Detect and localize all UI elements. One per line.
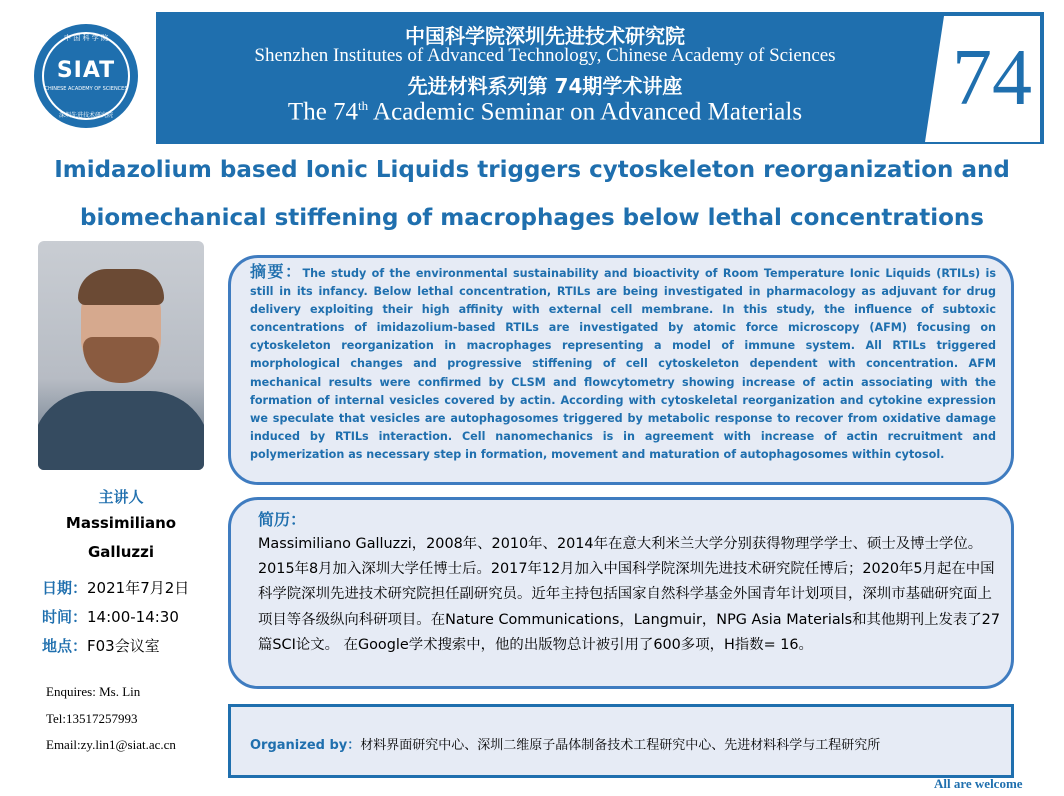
- photo-shirt: [38, 391, 204, 470]
- photo-beard: [83, 337, 159, 383]
- speaker-name-last: Galluzzi: [88, 543, 154, 561]
- bio-body: Massimiliano Galluzzi，2008年、2010年、2014年在意大利米兰大学分别获得物理学学士、硕士及博士学位。2015年8月加入深圳大学任博士后。2017年12月加入中国科学院深圳先进技术研究院任博后；2020年5月起在中国科学院深圳先进技术研究院担任副研究员。近年主持包括国家自然科学基金外国青年计划项目，深圳市基础研究面上项目等各级纵向科研项目。在Nature Communications，Langmuir，NPG Asia Materials和其他期刊上发表了27篇SCI论文。 在Google学术搜索中，他的出版物总计被引用了600多项，H指数= 16。: [258, 536, 1000, 653]
- institute-name-cn: 中国科学院深圳先进技术研究院: [405, 24, 685, 48]
- talk-title-line2: biomechanical stiffening of macrophages below lethal concentrations: [80, 205, 984, 231]
- institute-name-en: Shenzhen Institutes of Advanced Technology, Chinese Academy of Sciences: [254, 45, 836, 66]
- organizer-names: 材料界面研究中心、深圳二维原子晶体制备技术工程研究中心、先进材料科学与工程研究所: [360, 738, 881, 753]
- seminar-suffix: Academic Seminar on Advanced Materials: [368, 98, 803, 126]
- speaker-name-first: Massimiliano: [65, 514, 177, 532]
- organizer-label: Organized by：: [250, 738, 361, 753]
- telephone: Tel:13517257993: [46, 711, 138, 726]
- abstract: [250, 263, 996, 464]
- place-label: 地点：: [42, 637, 88, 655]
- logo-sub-text: CHINESE ACADEMY OF SCIENCES: [44, 86, 128, 92]
- abstract-body: The study of the environmental sustainability and bioactivity of Room Temperature Ionic Liquids (RTILs) is still in its infancy. Below lethal concentration, RTILs are being investigated in pharmacology as adjuvant for drug delivery exploiting their high affinity with external cell membrane. In this study, the influence of subtoxic concentrations of imidazolium-based RTILs are investigated by atomic force microscopy (AFM) focusing on cytoskeleton reorganization in macrophages representing a model of immune system. All RTILs triggered morphological changes and progressive stiffening of cell cytoskeleton dependent with concentration. AFM mechanical results were confirmed by CLSM and flowcytometry showing increase of actin associating with the formation of internal vesicles covered by actin. According with cytoskeletal reorganization and cytokine expression we speculate that vesicles are autophagosomes triggered by metabolic response to recover from oxidative damage induced by RTILs interaction. Cell nanomechanics is in agreement with increase of actin recruitment and polymerization as necessary step in formation, movement and maturation of autophagosomes within cytosol.: [250, 267, 996, 461]
- place-value: F03会议室: [87, 637, 160, 655]
- seminar-prefix: The 74: [287, 98, 359, 126]
- number-box-slant: [925, 16, 944, 142]
- speaker-label: 主讲人: [98, 488, 144, 506]
- abstract-heading: 摘要：: [250, 262, 303, 281]
- talk-title-line1: Imidazolium based Ionic Liquids triggers cytoskeleton reorganization and: [54, 157, 1010, 183]
- bio-heading: 简历：: [258, 510, 307, 529]
- speaker-photo: [38, 241, 204, 470]
- enquires-contact: Enquires: Ms. Lin: [46, 684, 141, 699]
- seminar-title-en: [160, 98, 930, 126]
- seminar-ordinal-suffix: th: [358, 98, 369, 113]
- organizer: [250, 734, 880, 753]
- place-row: [42, 635, 160, 656]
- logo-top-text: 中 国 科 学 院: [64, 34, 108, 42]
- email-link[interactable]: Email:zy.lin1@siat.ac.cn: [46, 737, 176, 752]
- welcome-note: All are welcome: [934, 776, 1023, 791]
- seminar-series-cn: 先进材料系列第 74期学术讲座: [407, 74, 683, 98]
- date-value: 2021年7月2日: [87, 579, 190, 597]
- date-label: 日期：: [42, 579, 88, 597]
- photo-hair: [78, 269, 164, 305]
- time-row: [42, 606, 179, 627]
- time-value: 14:00-14:30: [87, 608, 179, 626]
- seminar-number: 74: [952, 34, 1032, 122]
- time-label: 时间：: [42, 608, 88, 626]
- logo-bottom-text: 深圳先进技术研究院: [58, 112, 113, 119]
- date-row: [42, 577, 189, 598]
- logo-text: SIAT: [56, 58, 116, 83]
